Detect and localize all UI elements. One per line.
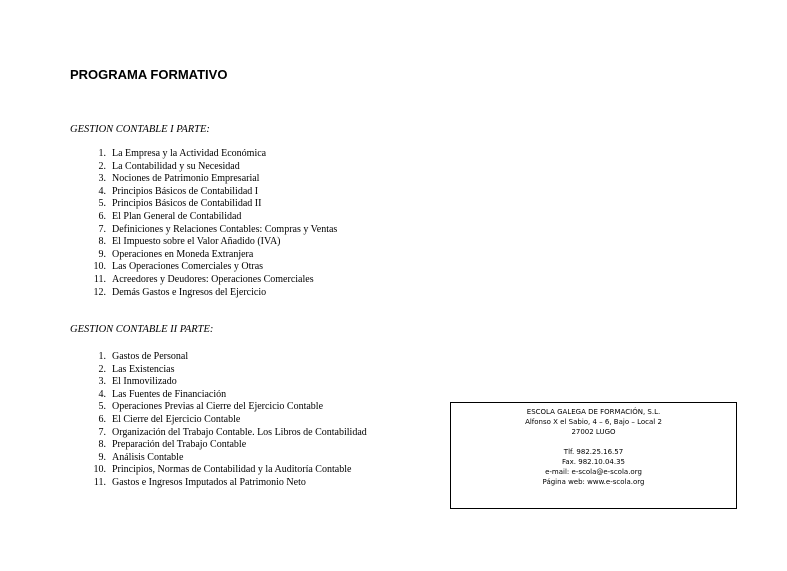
list-item-label: Gastos e Ingresos Imputados al Patrimonio Neto	[112, 476, 306, 488]
list-item	[84, 464, 367, 477]
list-item-number: 8.	[98, 236, 106, 248]
list-item-number: 11.	[93, 273, 106, 285]
list-item-number: 6.	[98, 210, 106, 222]
page-title: PROGRAMA FORMATIVO	[70, 67, 228, 82]
list-item	[84, 274, 337, 287]
list-item	[84, 186, 337, 199]
list-item-label: El Plan General de Contabilidad	[112, 210, 242, 222]
list-item	[84, 287, 337, 300]
list-item	[84, 401, 367, 414]
contact-box	[450, 402, 737, 509]
list-item	[84, 198, 337, 211]
section-heading-part-1: GESTION CONTABLE I PARTE:	[70, 124, 210, 135]
list-item	[84, 224, 337, 237]
list-item-number: 5.	[98, 401, 106, 413]
contact-spacer	[451, 437, 736, 447]
list-item	[84, 452, 367, 465]
contact-fax: Fax. 982.10.04.35	[561, 458, 626, 466]
contact-address: Alfonso X el Sabio, 4 – 6, Bajo – Local 2	[525, 418, 662, 426]
list-item-number: 2.	[98, 363, 106, 375]
list-item	[84, 427, 367, 440]
list-item-label: Principios, Normas de Contabilidad y la Auditoría Contable	[112, 464, 352, 476]
list-item-label: La Empresa y la Actividad Económica	[112, 148, 267, 159]
list-item-number: 9.	[98, 248, 106, 260]
list-item-number: 3.	[98, 173, 106, 185]
list-item	[84, 376, 367, 389]
list-item	[84, 414, 367, 427]
list-item-label: Las Fuentes de Financiación	[112, 388, 227, 400]
course-list-part-1	[84, 148, 337, 299]
list-item-label: Principios Básicos de Contabilidad I	[112, 185, 259, 197]
list-item	[84, 477, 367, 490]
list-item	[84, 364, 367, 377]
list-item-label: Principios Básicos de Contabilidad II	[112, 198, 262, 210]
list-item-label: Definiciones y Relaciones Contables: Compras y Ventas	[112, 223, 338, 235]
contact-city: 27002 LUGO	[571, 428, 616, 436]
list-item	[84, 249, 337, 262]
list-item-number: 7.	[98, 426, 106, 438]
list-item-number: 11.	[93, 476, 106, 488]
list-item-number: 5.	[98, 198, 106, 210]
section-heading-part-2: GESTION CONTABLE II PARTE:	[70, 324, 214, 335]
list-item	[84, 161, 337, 174]
list-item	[84, 148, 337, 161]
list-item	[84, 211, 337, 224]
contact-phone: Tlf. 982.25.16.57	[563, 448, 624, 456]
list-item-label: El Cierre del Ejercicio Contable	[112, 413, 241, 425]
course-list-part-2	[84, 351, 367, 490]
contact-company: ESCOLA GALEGA DE FORMACIÓN, S.L.	[526, 408, 661, 416]
list-item-number: 8.	[98, 439, 106, 451]
list-item-number: 9.	[98, 451, 106, 463]
list-item-label: Acreedores y Deudores: Operaciones Comerciales	[112, 273, 314, 285]
list-item-number: 1.	[98, 148, 106, 159]
list-item-label: Análisis Contable	[112, 451, 184, 463]
list-item-number: 4.	[98, 388, 106, 400]
list-item-label: Las Existencias	[112, 363, 175, 375]
list-item-number: 1.	[98, 351, 106, 362]
list-item-number: 4.	[98, 185, 106, 197]
list-item	[84, 261, 337, 274]
list-item-label: Operaciones en Moneda Extranjera	[112, 248, 254, 260]
list-item-number: 2.	[98, 160, 106, 172]
list-item	[84, 236, 337, 249]
list-item	[84, 351, 367, 364]
list-item-label: Organización del Trabajo Contable. Los Libros de Contabilidad	[112, 426, 367, 438]
list-item-label: Nociones de Patrimonio Empresarial	[112, 173, 260, 185]
list-item-number: 7.	[98, 223, 106, 235]
list-item-label: Demás Gastos e Ingresos del Ejercicio	[112, 286, 267, 298]
list-item-label: Las Operaciones Comerciales y Otras	[112, 261, 264, 273]
list-item-label: El Inmovilizado	[112, 376, 177, 388]
contact-email: e-mail: e-scola@e-scola.org	[545, 468, 642, 476]
contact-web: Página web: www.e-scola.org	[542, 478, 645, 486]
list-item-number: 10.	[93, 261, 106, 273]
list-item	[84, 439, 367, 452]
list-item	[84, 389, 367, 402]
list-item-number: 12.	[93, 286, 106, 298]
list-item	[84, 173, 337, 186]
list-item-label: Gastos de Personal	[112, 351, 189, 362]
list-item-label: El Impuesto sobre el Valor Añadido (IVA)	[112, 236, 281, 248]
list-item-label: Preparación del Trabajo Contable	[112, 439, 247, 451]
list-item-label: La Contabilidad y su Necesidad	[112, 160, 240, 172]
list-item-number: 6.	[98, 413, 106, 425]
list-item-number: 10.	[93, 464, 106, 476]
list-item-number: 3.	[98, 376, 106, 388]
list-item-label: Operaciones Previas al Cierre del Ejercicio Contable	[112, 401, 324, 413]
